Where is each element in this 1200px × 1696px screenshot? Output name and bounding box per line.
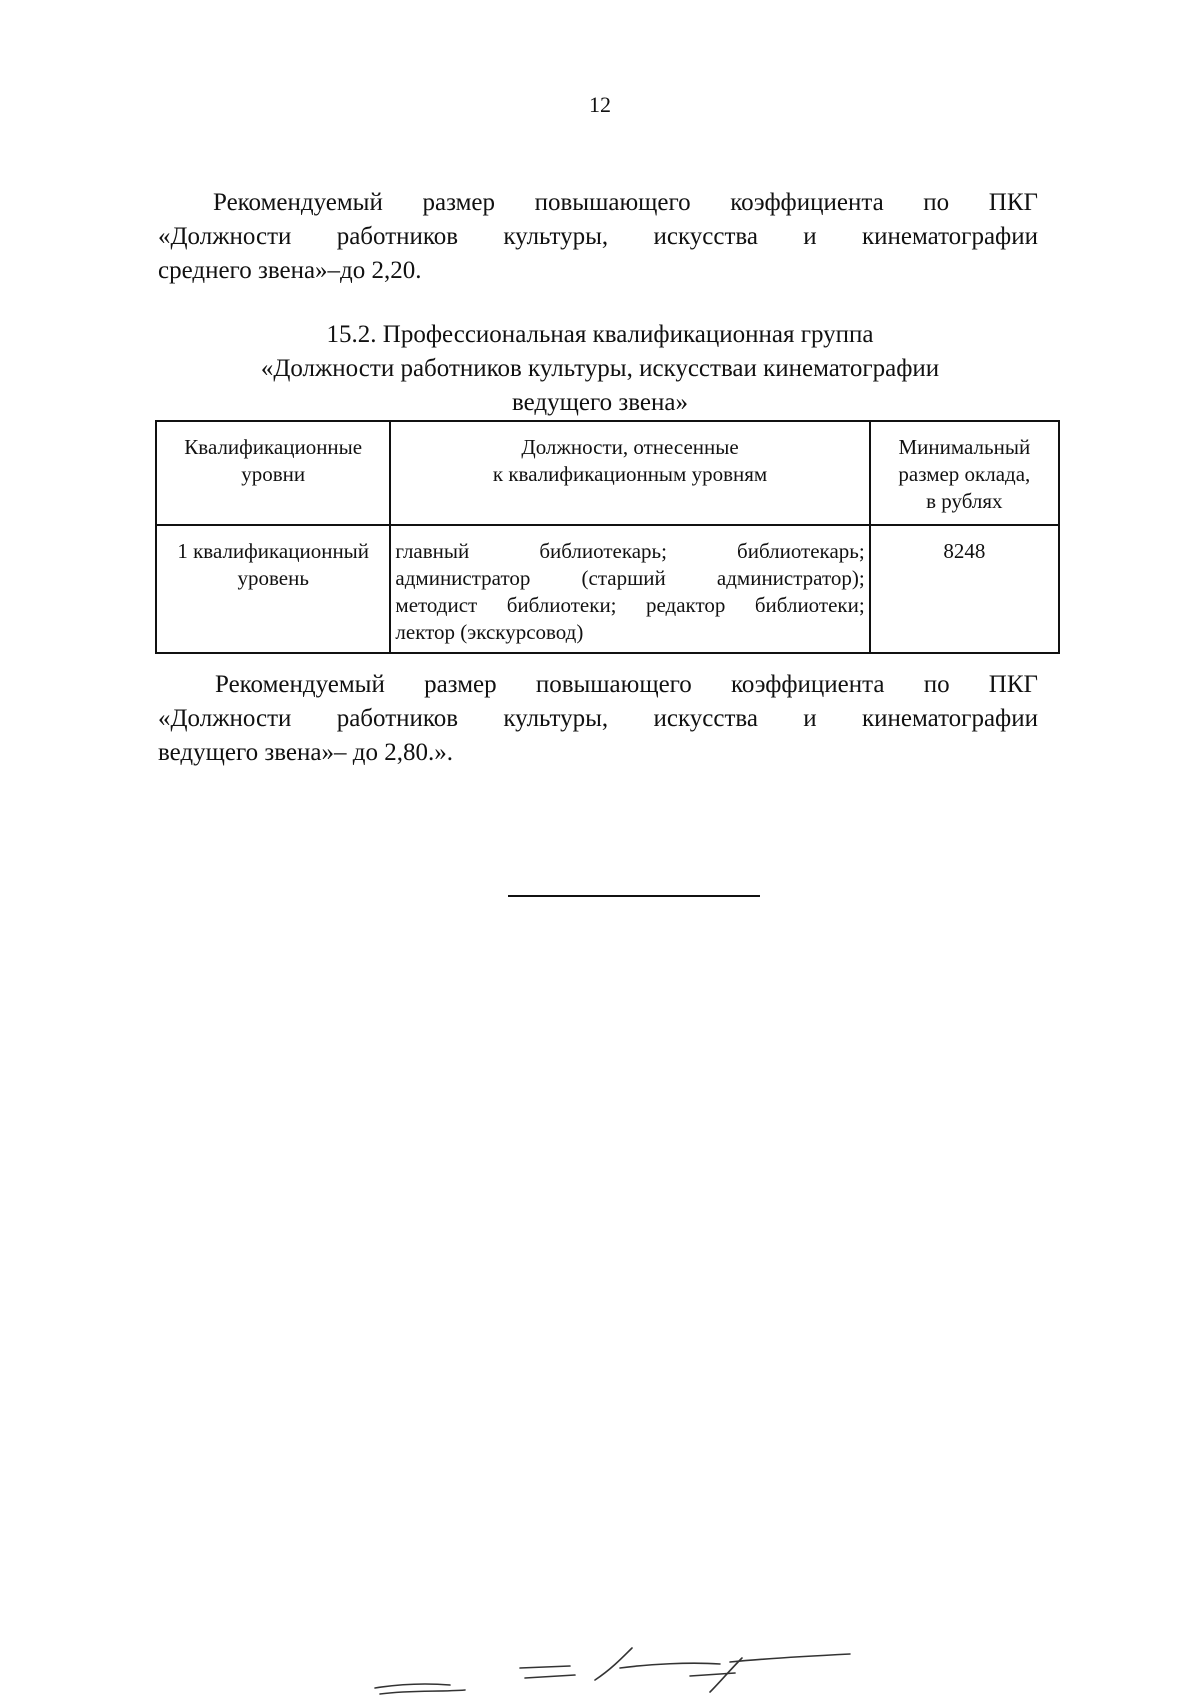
header-minimum-salary: Минимальный размер оклада, в рублях — [870, 421, 1059, 525]
heading-line: 15.2. Профессиональная квалификационная группа — [326, 321, 874, 348]
cell-salary: 8248 — [870, 525, 1059, 653]
table-header-row — [156, 421, 1059, 525]
paragraph-line: Рекомендуемый размер повышающего коэффициента по ПКГ — [213, 189, 1038, 216]
paragraph-line: среднего звена»–до 2,20. — [158, 257, 422, 284]
table-row — [156, 525, 1059, 653]
heading-line: «Должности работников культуры, искусстваи кинематографии — [260, 355, 940, 382]
paragraph-recommended-coefficient-leading — [158, 668, 1038, 770]
paragraph-line: «Должности работников культуры, искусства и кинематографии — [158, 705, 1038, 732]
cell-positions: главный библиотекарь; библиотекарь; администратор (старший администратор); методист библиотеки; редактор библиотеки; лектор (экскурсовод) — [390, 525, 869, 653]
section-heading — [0, 318, 1200, 420]
paragraph-line: ведущего звена»– до 2,80.». — [158, 739, 453, 766]
header-qualification-levels: Квалификационные уровни — [156, 421, 390, 525]
signature-scribble — [370, 1640, 910, 1696]
heading-line: ведущего звена» — [512, 389, 688, 416]
paragraph-recommended-coefficient-middle — [158, 186, 1038, 288]
cell-level: 1 квалификационный уровень — [156, 525, 390, 653]
paragraph-line: Рекомендуемый размер повышающего коэффициента по ПКГ — [215, 671, 1038, 698]
closing-rule — [508, 895, 760, 897]
header-positions: Должности, отнесенные к квалификационным уровням — [390, 421, 869, 525]
paragraph-line: «Должности работников культуры, искусства и кинематографии — [158, 223, 1038, 250]
page-number: 12 — [589, 92, 611, 117]
qualification-table — [155, 420, 1060, 654]
